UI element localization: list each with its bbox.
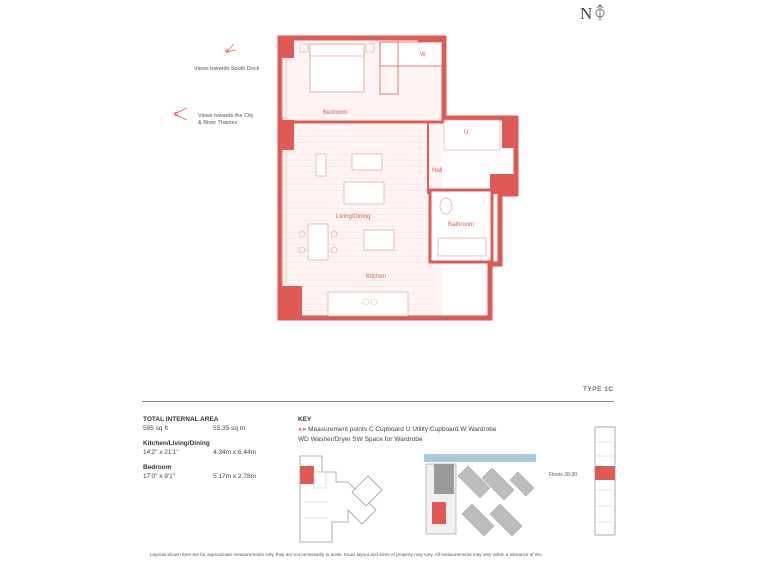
key-heading: KEY — [298, 416, 312, 423]
room-name: Bedroom — [143, 464, 172, 471]
north-arrow-icon — [594, 4, 606, 22]
room-label-w: W — [420, 52, 426, 58]
type-label: TYPE 1C — [583, 386, 614, 393]
site-plan-context — [420, 452, 540, 544]
key-line-2: WD Washer/Dryer SW Space for Wardrobe — [298, 436, 423, 443]
room-imperial: 17'0" x 9'1" — [143, 473, 176, 480]
room-metric: 5.17m x 2.78m — [213, 473, 256, 480]
measurement-arrow-icon: ◂ ▸ — [298, 426, 307, 433]
view-city-label: Views towards the City & River Thames — [198, 113, 254, 126]
divider-line — [142, 401, 614, 402]
view-south-dock-label: Views towards South Dock — [194, 66, 260, 72]
area-sqm: 55.35 sq m — [213, 425, 246, 432]
area-sqft: 595 sq ft — [143, 425, 168, 432]
site-plan-building — [292, 452, 392, 544]
floor-plan — [268, 34, 528, 324]
room-label-bedroom: Bedroom — [323, 110, 348, 116]
key-section — [298, 416, 548, 445]
room-label-bathroom: Bathroom — [448, 222, 475, 228]
room-label-living: Living/Dining — [336, 214, 371, 220]
view-direction-icon — [222, 40, 238, 56]
view-direction-icon — [171, 106, 191, 122]
room-label-u: U — [464, 130, 469, 136]
compass-north-label: N — [580, 4, 593, 23]
area-info — [143, 416, 256, 480]
room-metric: 4.34m x 6.44m — [213, 449, 256, 456]
room-label-kitchen: Kitchen — [366, 274, 387, 280]
room-imperial: 14'2" x 21'1" — [143, 449, 179, 456]
floors-label: Floors 28-30 — [549, 472, 578, 478]
disclaimer-footer: Layouts shown here are for approximate measurements only, they are not necessarily to scale. Exact layout and sizes of property may vary. All measurements may vary within a tolerance of 5%. — [150, 552, 543, 557]
room-name: Kitchen/Living/Dining — [143, 440, 210, 447]
key-line-1: Measurement points C Cupboard U Utility Cupboard W Wardrobe — [308, 426, 497, 433]
room-label-hall: Hall — [432, 168, 443, 174]
tower-elevation — [594, 426, 616, 536]
area-heading: TOTAL INTERNAL AREA — [143, 416, 219, 423]
